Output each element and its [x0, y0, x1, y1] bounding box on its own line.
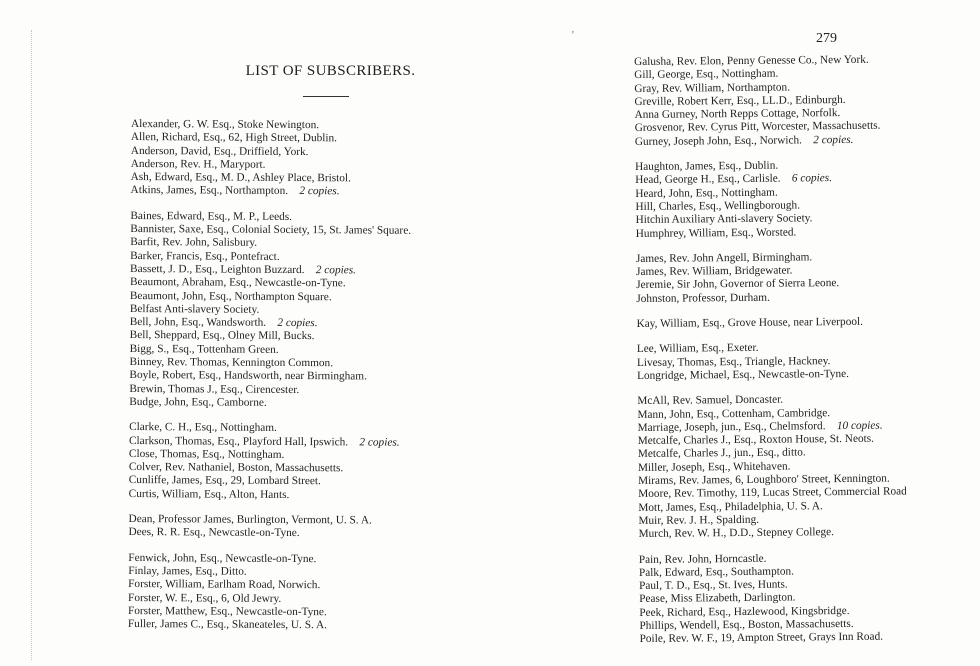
- subscriber-name: Metcalfe, Charles J., Esq., Roxton House, St. Neots.: [637, 432, 875, 448]
- subscriber-name: Longridge, Michael, Esq., Newcastle-on-Tyne.: [637, 367, 850, 382]
- subscriber-name: Brewin, Thomas J., Esq., Cirencester.: [129, 382, 300, 396]
- subscriber-name: Hitchin Auxiliary Anti-slavery Society.: [635, 212, 813, 227]
- subscriber-name: Barfit, Rev. John, Salisbury.: [130, 236, 258, 250]
- subscriber-name: Haughton, James, Esq., Dublin.: [635, 159, 779, 174]
- copies-count: 2 copies.: [299, 185, 340, 198]
- subscriber-entry: [639, 526, 908, 542]
- subscriber-name: Hill, Charles, Esq., Wellingborough.: [635, 199, 801, 213]
- subscriber-name: Alexander, G. W. Esq., Stoke Newington.: [130, 118, 320, 132]
- subscriber-entry: [637, 315, 906, 331]
- subscriber-name: Phillips, Wendell, Esq., Boston, Massachusetts.: [639, 617, 854, 632]
- subscriber-name: Gill, George, Esq., Nottingham.: [634, 67, 779, 82]
- subscriber-name: Mott, James, Esq., Philadelphia, U. S. A.: [638, 499, 823, 514]
- subscriber-name: Palk, Edward, Esq., Southampton.: [638, 565, 795, 579]
- subscriber-entry: [636, 290, 905, 306]
- subscriber-name: Bell, John, Esq., Wandsworth.: [129, 316, 267, 329]
- copies-count: 10 copies.: [836, 419, 883, 432]
- page-heading: LIST OF SUBSCRIBERS.: [245, 63, 416, 79]
- subscriber-entry: [129, 488, 410, 503]
- subscriber-name: Beaumont, John, Esq., Northampton Square.: [129, 289, 332, 303]
- subscriber-name: Allen, Richard, Esq., 62, High Street, Dublin.: [130, 131, 338, 145]
- subscriber-name: Forster, Matthew, Esq., Newcastle-on-Tyne.: [127, 604, 327, 619]
- subscriber-name: Bell, Sheppard, Esq., Olney Mill, Bucks.: [129, 329, 315, 343]
- subscriber-name: Bassett, J. D., Esq., Leighton Buzzard.: [130, 262, 305, 277]
- subscriber-entry: [131, 184, 412, 199]
- subscriber-name: Finlay, James, Esq., Ditto.: [128, 564, 247, 578]
- subscriber-name: Miller, Joseph, Esq., Whitehaven.: [637, 460, 791, 474]
- subscriber-name: James, Rev. William, Bridgewater.: [636, 264, 793, 279]
- subscriber-name: Ash, Edward, Esq., M. D., Ashley Place, Bristol.: [130, 171, 351, 185]
- subscriber-name: Murch, Rev. W. H., D.D., Stepney College.: [638, 526, 835, 541]
- subscriber-name: Gurney, Joseph John, Esq., Norwich.: [634, 134, 803, 148]
- subscriber-entry: [635, 120, 904, 136]
- subscriber-name: Barker, Francis, Esq., Pontefract.: [130, 249, 280, 263]
- subscriber-name: Mann, John, Esq., Cottenham, Cambridge.: [637, 406, 831, 421]
- subscriber-name: Forster, W. E., Esq., 6, Old Jewry.: [128, 591, 282, 605]
- subscriber-name: Curtis, William, Esq., Alton, Hants.: [128, 487, 290, 501]
- subscriber-name: Bigg, S., Esq., Tottenham Green.: [129, 342, 279, 356]
- copies-count: 2 copies.: [359, 435, 400, 449]
- subscriber-name: Cunliffe, James, Esq., 29, Lombard Street.: [128, 474, 321, 488]
- page-number: 279: [816, 31, 837, 46]
- subscriber-entry: [128, 526, 409, 541]
- subscriber-name: McAll, Rev. Samuel, Doncaster.: [637, 393, 784, 408]
- subscriber-name: Humphrey, William, Esq., Worsted.: [635, 226, 797, 240]
- subscriber-name: Forster, William, Earlham Road, Norwich.: [128, 578, 321, 592]
- subscriber-name: Lee, William, Esq., Exeter.: [636, 342, 759, 356]
- subscriber-name: Paul, T. D., Esq., St. Ives, Hunts.: [639, 578, 788, 593]
- subscriber-name: Pain, Rev. John, Horncastle.: [638, 552, 767, 566]
- subscriber-name: Head, George H., Esq., Carlisle.: [635, 172, 781, 187]
- subscriber-list-right: [634, 53, 908, 646]
- subscriber-entry: [636, 225, 905, 241]
- subscriber-name: Close, Thomas, Esq., Nottingham.: [128, 447, 285, 461]
- subscriber-entry: [129, 396, 410, 411]
- subscriber-name: Mirams, Rev. James, 6, Loughboro' Street, Kennington.: [638, 472, 890, 487]
- subscriber-name: Colver, Rev. Nathaniel, Boston, Massachusetts.: [128, 461, 344, 475]
- subscriber-name: Boyle, Robert, Esq., Handsworth, near Birmingham.: [129, 369, 367, 383]
- subscriber-entry: [635, 133, 904, 149]
- subscriber-name: Clarkson, Thomas, Esq., Playford Hall, Ipswich.: [128, 434, 349, 448]
- copies-count: 2 copies.: [277, 317, 318, 330]
- subscriber-name: Bannister, Saxe, Esq., Colonial Society, 15, St. James' Square.: [130, 223, 412, 237]
- subscriber-name: Anna Gurney, North Repps Cottage, Norfolk.: [634, 107, 841, 122]
- subscriber-name: Clarke, C. H., Esq., Nottingham.: [129, 421, 277, 435]
- subscriber-name: Belfast Anti-slavery Society.: [129, 302, 260, 316]
- subscriber-name: Kay, William, Esq., Grove House, near Liverpool.: [636, 315, 863, 331]
- subscriber-name: Anderson, David, Esq., Driffield, York.: [130, 144, 309, 158]
- subscriber-name: Livesay, Thomas, Esq., Triangle, Hackney.: [636, 354, 831, 369]
- subscriber-name: James, Rev. John Angell, Birmingham.: [635, 251, 813, 265]
- print-speck: ': [572, 30, 574, 41]
- heading-rule: [303, 96, 349, 97]
- subscriber-name: Dees, R. R. Esq., Newcastle-on-Tyne.: [128, 526, 300, 540]
- subscriber-entry: [638, 486, 907, 502]
- copies-count: 2 copies.: [315, 264, 357, 277]
- subscriber-name: Binney, Rev. Thomas, Kennington Common.: [129, 356, 334, 370]
- subscriber-name: Fuller, James C., Esq., Skaneateles, U. S. A.: [127, 618, 328, 632]
- subscriber-name: Moore, Rev. Timothy, 119, Lucas Street, Commercial Road: [638, 485, 907, 501]
- subscriber-entry: [128, 618, 409, 633]
- subscriber-name: Anderson, Rev. H., Maryport.: [130, 157, 266, 171]
- subscriber-name: Atkins, James, Esq., Northampton.: [130, 184, 289, 198]
- subscriber-name: Johnston, Professor, Durham.: [636, 291, 770, 305]
- subscriber-name: Greville, Robert Kerr, Esq., LL.D., Edinburgh.: [634, 93, 846, 108]
- subscriber-name: Marriage, Joseph, jun., Esq., Chelmsford.: [637, 420, 826, 434]
- subscriber-name: Muir, Rev. J. H., Spalding.: [638, 513, 760, 527]
- subscriber-name: Baines, Edward, Esq., M. P., Leeds.: [130, 209, 293, 223]
- subscriber-name: Grosvenor, Rev. Cyrus Pitt, Worcester, Massachusetts.: [634, 120, 881, 135]
- subscriber-list-left: [128, 118, 412, 633]
- right-page: [590, 0, 980, 666]
- subscriber-name: Budge, John, Esq., Camborne.: [129, 395, 267, 409]
- copies-count: 6 copies.: [791, 172, 833, 185]
- subscriber-name: Peek, Richard, Esq., Hazlewood, Kingsbridge.: [639, 604, 850, 619]
- subscriber-name: Poile, Rev. W. F., 19, Ampton Street, Grays Inn Road.: [639, 630, 884, 646]
- subscriber-name: Beaumont, Abraham, Esq., Newcastle-on-Tyne.: [129, 276, 346, 290]
- subscriber-name: Heard, John, Esq., Nottingham.: [635, 186, 778, 200]
- subscriber-name: Jeremie, Sir John, Governor of Sierra Leone.: [636, 277, 840, 292]
- subscriber-entry: [637, 367, 906, 383]
- subscriber-name: Galusha, Rev. Elon, Penny Genesse Co., New York.: [634, 53, 869, 68]
- subscriber-name: Fenwick, John, Esq., Newcastle-on-Tyne.: [128, 551, 317, 565]
- subscriber-name: Gray, Rev. William, Northampton.: [634, 81, 791, 95]
- subscriber-entry: [640, 631, 909, 647]
- copies-count: 2 copies.: [813, 133, 854, 147]
- subscriber-name: Pease, Miss Elizabeth, Darlington.: [639, 591, 796, 606]
- subscriber-name: Metcalfe, Charles J., jun., Esq., ditto.: [637, 446, 806, 461]
- subscriber-name: Dean, Professor James, Burlington, Vermont, U. S. A.: [128, 513, 372, 527]
